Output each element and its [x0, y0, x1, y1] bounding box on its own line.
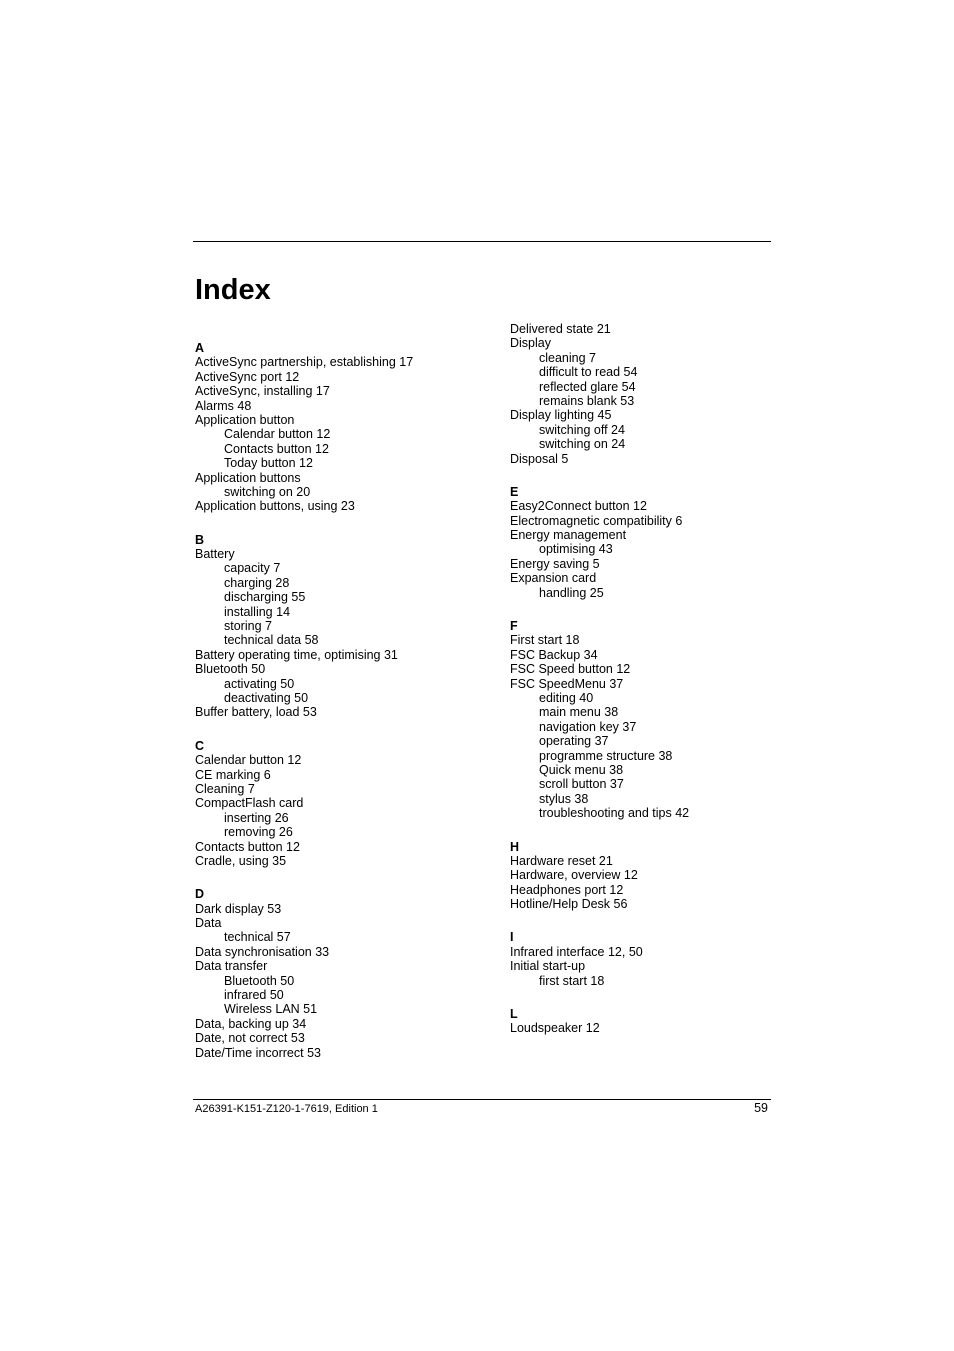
index-subentry: installing 14	[224, 604, 291, 619]
index-subentry: troubleshooting and tips 42	[539, 806, 690, 821]
index-entry: Energy management	[510, 528, 627, 543]
index-entry: Application buttons, using 23	[195, 499, 355, 514]
index-subentry: switching on 24	[539, 437, 626, 452]
index-section	[510, 930, 770, 988]
index-subentry: storing 7	[224, 619, 272, 634]
index-entry: Contacts button 12	[195, 839, 300, 854]
index-section	[510, 1007, 770, 1036]
index-entry: Display	[510, 336, 551, 351]
index-entry: Battery operating time, optimising 31	[195, 647, 398, 662]
section-letter: L	[510, 1007, 518, 1022]
index-entry: FSC Backup 34	[510, 647, 598, 662]
index-subentry: switching off 24	[539, 422, 625, 437]
index-entry: Date, not correct 53	[195, 1031, 305, 1046]
index-entry: CompactFlash card	[195, 796, 304, 811]
index-subentry: Contacts button 12	[224, 441, 329, 456]
index-entry: Electromagnetic compatibility 6	[510, 513, 683, 528]
index-subentry: charging 28	[224, 575, 290, 590]
section-letter: F	[510, 619, 518, 634]
index-subentry: technical 57	[224, 930, 291, 945]
index-entry: ActiveSync port 12	[195, 369, 300, 384]
index-entry: Buffer battery, load 53	[195, 705, 317, 720]
index-entry: Disposal 5	[510, 451, 569, 466]
index-subentry: first start 18	[539, 973, 605, 988]
index-entry: FSC Speed button 12	[510, 662, 631, 677]
index-subentry: infrared 50	[224, 988, 284, 1003]
index-entry: Data synchronisation 33	[195, 944, 330, 959]
index-section	[510, 619, 770, 820]
index-subentry: capacity 7	[224, 561, 281, 576]
footer-doc-id: A26391-K151-Z120-1-7619, Edition 1	[195, 1103, 378, 1115]
index-entry: Cleaning 7	[195, 781, 255, 796]
index-entry: Data, backing up 34	[195, 1016, 307, 1031]
index-section	[510, 322, 770, 466]
index-entry: Cradle, using 35	[195, 853, 287, 868]
index-subentry: handling 25	[539, 585, 604, 600]
index-subentry: removing 26	[224, 825, 293, 840]
index-entry: Data	[195, 916, 222, 931]
index-section	[195, 533, 495, 720]
index-subentry: Today button 12	[224, 456, 313, 471]
section-letter: D	[195, 887, 205, 902]
index-subentry: switching on 20	[224, 484, 311, 499]
index-subentry: Wireless LAN 51	[224, 1002, 318, 1017]
index-subentry: discharging 55	[224, 590, 306, 605]
index-entry: Data transfer	[195, 959, 268, 974]
header-rule	[193, 241, 771, 242]
page-title: Index	[195, 274, 271, 306]
index-subentry: remains blank 53	[539, 393, 635, 408]
index-entry: Application button	[195, 412, 295, 427]
index-entry: Expansion card	[510, 571, 597, 586]
index-entry: Headphones port 12	[510, 882, 624, 897]
index-entry: Hardware, overview 12	[510, 868, 638, 883]
index-entry: Display lighting 45	[510, 408, 612, 423]
index-subentry: activating 50	[224, 676, 295, 691]
index-entry: Date/Time incorrect 53	[195, 1045, 321, 1060]
section-letter: C	[195, 738, 205, 753]
index-entry: Calendar button 12	[195, 753, 302, 768]
index-entry: Initial start-up	[510, 959, 586, 974]
index-entry: Delivered state 21	[510, 322, 611, 336]
index-subentry: deactivating 50	[224, 690, 309, 705]
index-entry: Energy saving 5	[510, 556, 600, 571]
index-subentry: stylus 38	[539, 791, 589, 806]
index-subentry: inserting 26	[224, 810, 289, 825]
footer-page-number: 59	[754, 1101, 768, 1115]
index-subentry: Bluetooth 50	[224, 973, 295, 988]
index-subentry: Calendar button 12	[224, 427, 331, 442]
index-subentry: cleaning 7	[539, 350, 596, 365]
index-column-left	[195, 341, 495, 1079]
section-letter: E	[510, 484, 519, 499]
index-entry: First start 18	[510, 633, 580, 648]
index-entry: ActiveSync, installing 17	[195, 384, 330, 399]
index-entry: CE marking 6	[195, 767, 271, 782]
index-subentry: optimising 43	[539, 542, 613, 557]
index-entry: Hardware reset 21	[510, 853, 613, 868]
index-section	[195, 887, 495, 1060]
index-subentry: reflected glare 54	[539, 379, 636, 394]
index-entry: FSC SpeedMenu 37	[510, 676, 624, 691]
index-subentry: Quick menu 38	[539, 762, 624, 777]
footer-rule	[193, 1099, 771, 1100]
section-letter: H	[510, 839, 520, 854]
index-entry: Battery	[195, 547, 235, 562]
index-entry: Loudspeaker 12	[510, 1021, 600, 1036]
index-entry: Bluetooth 50	[195, 662, 266, 677]
index-subentry: operating 37	[539, 734, 609, 749]
index-subentry: technical data 58	[224, 633, 319, 648]
section-letter: B	[195, 532, 205, 547]
section-letter: A	[195, 341, 205, 355]
index-entry: Infrared interface 12, 50	[510, 944, 643, 959]
index-section	[195, 341, 495, 514]
index-subentry: editing 40	[539, 690, 594, 705]
index-entry: ActiveSync partnership, establishing 17	[195, 355, 414, 370]
index-entry: Application buttons	[195, 470, 301, 485]
index-section	[510, 840, 770, 912]
index-column-right	[510, 322, 770, 1055]
index-entry: Easy2Connect button 12	[510, 499, 647, 514]
index-entry: Alarms 48	[195, 398, 252, 413]
section-letter: I	[510, 930, 514, 945]
index-subentry: scroll button 37	[539, 777, 624, 792]
index-section	[510, 485, 770, 600]
index-section	[195, 739, 495, 869]
index-entry: Hotline/Help Desk 56	[510, 897, 628, 912]
index-subentry: difficult to read 54	[539, 365, 638, 380]
index-subentry: main menu 38	[539, 705, 619, 720]
index-entry: Dark display 53	[195, 901, 282, 916]
index-subentry: programme structure 38	[539, 748, 673, 763]
index-subentry: navigation key 37	[539, 719, 637, 734]
